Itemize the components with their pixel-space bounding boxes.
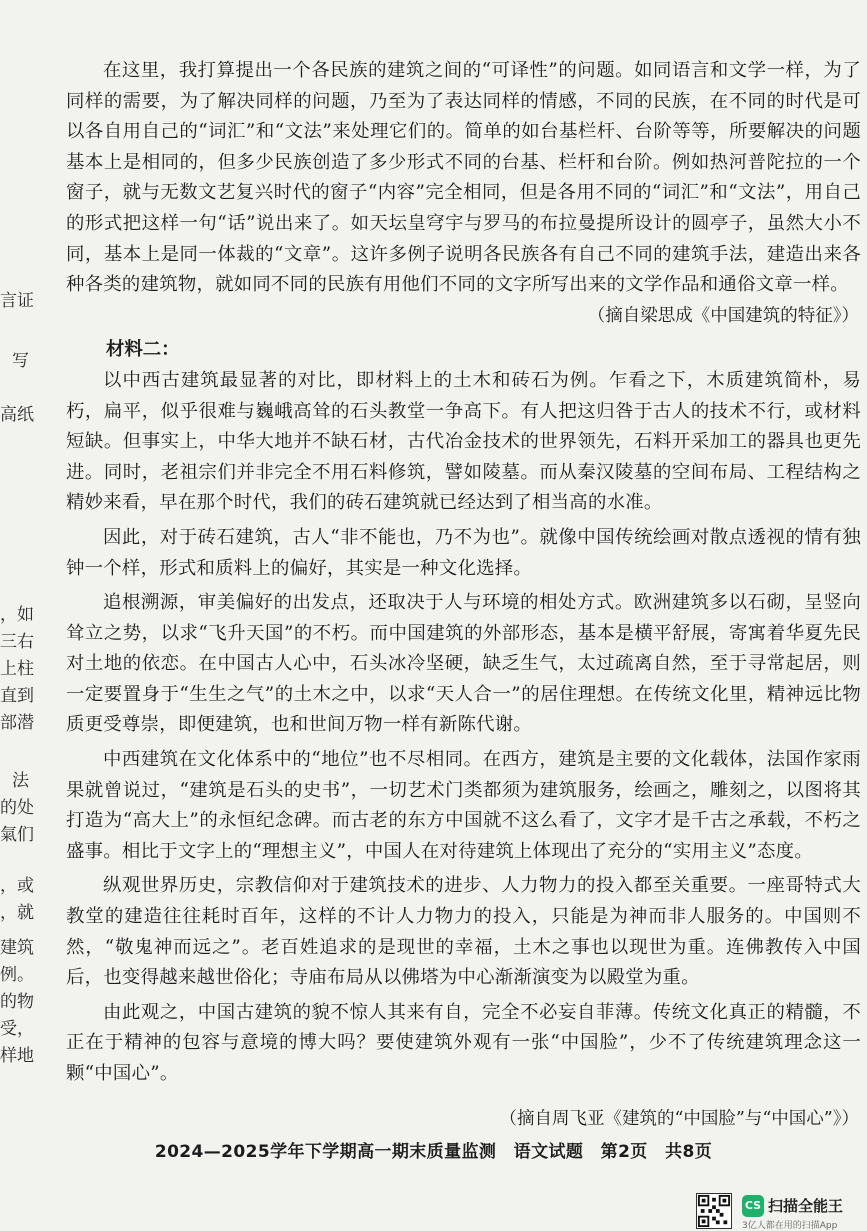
- material2-paragraph: 追根溯源，审美偏好的出发点，还取决于人与环境的相处方式。欧洲建筑多以石砌，呈竖向耸立之势，以求“飞升天国”的不朽。而中国建筑的外部形态，基本是横平舒展，寄寓着华夏先民对土地的依恋。在中国古人心中，石头冰冷坚硬，缺乏生气，太过疏离自然，至于寻常起居，则一定要置身于“生生之气”的土木之中，以求“天人合一”的居住理想。在传统文化里，精神远比物质更受尊崇，即便建筑，也和世间万物一样有新陈代谢。: [66, 592, 861, 736]
- material2-paragraph: 中西建筑在文化体系中的“地位”也不尽相同。在西方，建筑是主要的文化载体，法国作家雨果就曾说过，“建筑是石头的史书”，一切艺术门类都须为建筑服务，绘画之，雕刻之，以图将其打造为“高大上”的永恒纪念碑。而古老的东方中国就不这么看了，文字才是千古之承载，不朽之盛事。相比于文字上的“理想主义”，中国人在对待建筑上体现出了充分的“实用主义”态度。: [66, 749, 861, 862]
- margin-text: 氣们: [0, 825, 34, 845]
- material2-heading: 材料二：: [106, 339, 180, 361]
- margin-text: 部潜: [0, 713, 34, 733]
- margin-text: 法: [12, 771, 29, 791]
- camscanner-logo-icon: CS: [742, 1195, 764, 1217]
- material1-source: （摘自梁思成《中国建筑的特征》）: [587, 305, 859, 326]
- scanner-watermark: [696, 1191, 867, 1229]
- left-margin-bleed: [0, 0, 40, 1228]
- material2-paragraph: 以中西古建筑最显著的对比，即材料上的土木和砖石为例。乍看之下，木质建筑简朴，易朽，扁平，似乎很难与巍峨高耸的石头教堂一争高下。有人把这归咎于古人的技术不行，或材料短缺。但事实上，中华大地并不缺石材，古代冶金技术的世界领先，石料开采加工的器具也更先进。同时，老祖宗们并非完全不用石料修筑，譬如陵墓。而从秦汉陵墓的空间布局、工程结构之精妙来看，早在那个时代，我们的砖石建筑就已经达到了相当高的水准。: [66, 369, 861, 514]
- material2-paragraph: 纵观世界历史，宗教信仰对于建筑技术的进步、人力物力的投入都至关重要。一座哥特式大教堂的建造往往耗时百年，这样的不计人力物力的投入，只能是为神而非人服务的。中国则不然，“敬鬼神而远之”。老百姓追求的是现世的幸福，土木之事也以现世为重。连佛教传入中国后，也变得越来越世俗化；寺庙布局从以佛塔为中心渐渐演变为以殿堂为重。: [66, 875, 861, 989]
- material1-paragraph: 在这里，我打算提出一个各民族的建筑之间的“可译性”的问题。如同语言和文学一样，为了同样的需要，为了解决同样的问题，乃至为了表达同样的情感，不同的民族，在不同的时代是可以各自用自己的“词汇”和“文法”来处理它们的。简单的如台基栏杆、台阶等等，所要解决的问题基本上是相同的，但多少民族创造了多少形式不同的台基、栏杆和台阶。例如热河普陀拉的一个窗子，就与无数文艺复兴时代的窗子“内容”完全相同，但是各用不同的“词汇”和“文法”，用自己的形式把这样一句“话”说出来了。如天坛皇穹宇与罗马的布拉曼提所设计的圆亭子，虽然大小不同，基本上是同一体裁的“文章”。这许多例子说明各民族各有自己不同的建筑手法，建造出来各种各类的建筑物，就如同不同的民族有用他们不同的文字所写出来的文学作品和通俗文章一样。: [66, 60, 861, 296]
- article-body: [66, 56, 861, 1134]
- margin-text: 言证: [0, 291, 34, 311]
- margin-text: 写: [12, 351, 29, 371]
- margin-text: 直到: [0, 686, 34, 706]
- margin-text: 的处: [0, 798, 34, 818]
- material2-paragraph: 由此观之，中国古建筑的貌不惊人其来有自，完全不必妄自菲薄。传统文化真正的精髓，不正在于精神的包容与意境的博大吗？要使建筑外观有一张“中国脸”，少不了传统建筑理念这一颗“中国心”。: [66, 1001, 861, 1084]
- margin-text: 高纸: [0, 405, 34, 425]
- scanner-tagline: 3亿人都在用的扫描App: [742, 1221, 838, 1231]
- scanner-app-name: 扫描全能王: [768, 1197, 844, 1215]
- material2-source: （摘自周飞亚《建筑的“中国脸”与“中国心”》）: [499, 1108, 859, 1129]
- page-footer: 2024—2025学年下学期高一期末质量监测 语文试题 第2页 共8页: [154, 1142, 713, 1162]
- margin-text: 建筑: [0, 938, 34, 958]
- margin-text: 受，: [0, 1019, 34, 1039]
- margin-text: 三右: [0, 632, 34, 652]
- margin-text: 的物: [0, 992, 34, 1012]
- margin-text: ，如: [0, 605, 34, 625]
- margin-text: 样地: [0, 1046, 34, 1066]
- margin-text: ，或: [0, 876, 34, 896]
- qr-code-icon: [696, 1193, 732, 1229]
- material2-paragraph: 因此，对于砖石建筑，古人“非不能也，乃不为也”。就像中国传统绘画对散点透视的情有独钟一个样，形式和质料上的偏好，其实是一种文化选择。: [66, 526, 861, 579]
- margin-text: 例。: [0, 965, 34, 985]
- margin-text: ，就: [0, 903, 34, 923]
- margin-text: 上柱: [0, 659, 34, 679]
